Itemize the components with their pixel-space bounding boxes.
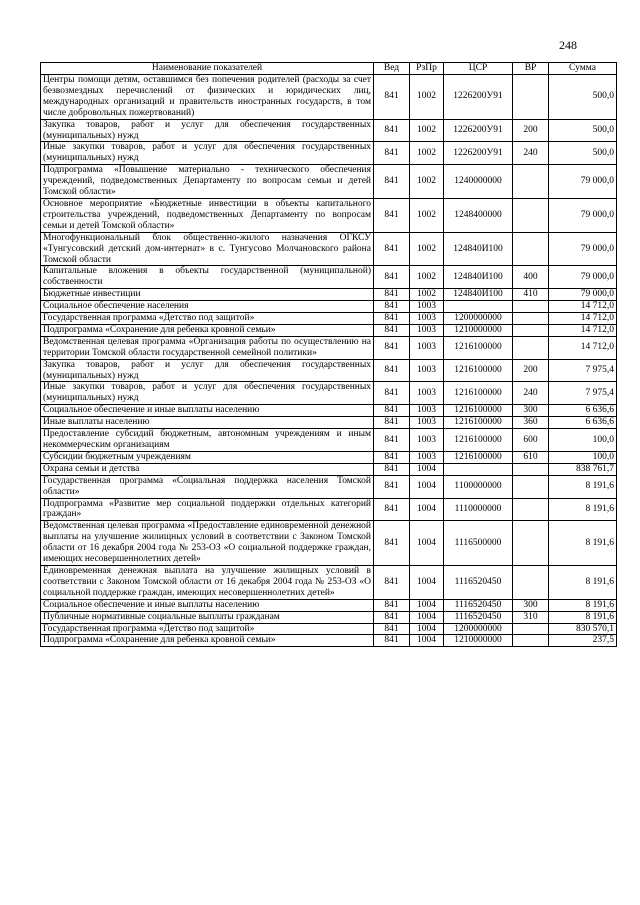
cell-name: Предоставление субсидий бюджетным, автономным учреждениям и иным некоммерческим организациям: [41, 429, 374, 452]
table-row: [41, 336, 617, 359]
cell-sum: 100,0: [549, 429, 617, 452]
header-sum: Сумма: [549, 63, 617, 75]
cell-ved: 841: [374, 623, 410, 635]
cell-name: Иные выплаты населению: [41, 417, 374, 429]
table-row: [41, 266, 617, 289]
cell-csr: 1100000000: [444, 475, 513, 498]
cell-rzpr: 1003: [410, 324, 444, 336]
cell-ved: 841: [374, 521, 410, 566]
cell-rzpr: 1002: [410, 198, 444, 232]
cell-rzpr: 1003: [410, 382, 444, 405]
cell-sum: 8 191,6: [549, 498, 617, 521]
cell-vr: [513, 75, 549, 120]
cell-vr: [513, 313, 549, 325]
cell-name: Государственная программа «Детство под защитой»: [41, 623, 374, 635]
cell-ved: 841: [374, 599, 410, 611]
cell-vr: [513, 565, 549, 599]
cell-sum: 8 191,6: [549, 611, 617, 623]
cell-sum: 500,0: [549, 142, 617, 165]
cell-ved: 841: [374, 382, 410, 405]
cell-sum: 14 712,0: [549, 313, 617, 325]
page-number: 248: [559, 38, 577, 52]
table-row: [41, 475, 617, 498]
table-row: [41, 359, 617, 382]
table-row: [41, 165, 617, 199]
header-ved: Вед: [374, 63, 410, 75]
cell-sum: 7 975,4: [549, 382, 617, 405]
cell-ved: 841: [374, 324, 410, 336]
table-header-row: [41, 63, 617, 75]
cell-vr: [513, 475, 549, 498]
cell-ved: 841: [374, 266, 410, 289]
cell-rzpr: 1002: [410, 165, 444, 199]
cell-csr: 1216100000: [444, 382, 513, 405]
cell-vr: [513, 198, 549, 232]
cell-name: Социальное обеспечение и иные выплаты населению: [41, 405, 374, 417]
cell-rzpr: 1004: [410, 521, 444, 566]
cell-ved: 841: [374, 475, 410, 498]
cell-csr: 1210000000: [444, 324, 513, 336]
cell-vr: 300: [513, 405, 549, 417]
cell-ved: 841: [374, 359, 410, 382]
cell-name: Закупка товаров, работ и услуг для обеспечения государственных (муниципальных) нужд: [41, 119, 374, 142]
cell-vr: [513, 324, 549, 336]
cell-csr: 1116520450: [444, 599, 513, 611]
cell-rzpr: 1003: [410, 336, 444, 359]
cell-name: Государственная программа «Социальная поддержка населения Томской области»: [41, 475, 374, 498]
cell-sum: 8 191,6: [549, 521, 617, 566]
cell-name: Основное мероприятие «Бюджетные инвестиции в объекты капитального строительства учреждений, подведомственных Департаменту по вопросам семьи и детей Томской области»: [41, 198, 374, 232]
cell-rzpr: 1002: [410, 289, 444, 301]
cell-name: Закупка товаров, работ и услуг для обеспечения государственных (муниципальных) нужд: [41, 359, 374, 382]
cell-name: Подпрограмма «Сохранение для ребенка кровной семьи»: [41, 635, 374, 647]
cell-ved: 841: [374, 165, 410, 199]
cell-csr: 1226200У91: [444, 75, 513, 120]
cell-sum: 8 191,6: [549, 565, 617, 599]
cell-rzpr: 1002: [410, 142, 444, 165]
cell-vr: [513, 498, 549, 521]
table-row: [41, 324, 617, 336]
table-row: [41, 142, 617, 165]
cell-csr: 1116520450: [444, 565, 513, 599]
cell-csr: 124840И100: [444, 266, 513, 289]
cell-name: Государственная программа «Детство под защитой»: [41, 313, 374, 325]
cell-name: Подпрограмма «Сохранение для ребенка кровной семьи»: [41, 324, 374, 336]
cell-csr: 1216100000: [444, 405, 513, 417]
table-row: [41, 599, 617, 611]
cell-csr: [444, 301, 513, 313]
cell-sum: 79 000,0: [549, 198, 617, 232]
cell-ved: 841: [374, 429, 410, 452]
cell-csr: 1226200У91: [444, 142, 513, 165]
cell-sum: 500,0: [549, 75, 617, 120]
cell-sum: 79 000,0: [549, 289, 617, 301]
cell-name: Капитальные вложения в объекты государственной (муниципальной) собственности: [41, 266, 374, 289]
table-row: [41, 301, 617, 313]
table-row: [41, 313, 617, 325]
cell-csr: 1200000000: [444, 313, 513, 325]
cell-ved: 841: [374, 336, 410, 359]
cell-name: Подпрограмма «Повышение материально - технического обеспечения учреждений, подведомственных Департаменту по вопросам семьи и детей Томской области»: [41, 165, 374, 199]
cell-rzpr: 1003: [410, 313, 444, 325]
table-row: [41, 119, 617, 142]
cell-sum: 6 636,6: [549, 417, 617, 429]
table-row: [41, 232, 617, 266]
header-name: Наименование показателей: [41, 63, 374, 75]
cell-rzpr: 1003: [410, 359, 444, 382]
cell-csr: 1216100000: [444, 336, 513, 359]
cell-csr: 1116520450: [444, 611, 513, 623]
cell-rzpr: 1003: [410, 301, 444, 313]
cell-csr: 1110000000: [444, 498, 513, 521]
cell-rzpr: 1004: [410, 475, 444, 498]
header-csr: ЦСР: [444, 63, 513, 75]
cell-ved: 841: [374, 463, 410, 475]
cell-sum: 838 761,7: [549, 463, 617, 475]
cell-name: Центры помощи детям, оставшимся без попечения родителей (расходы за счет безвозмездных перечислений от физических и юридических лиц, международных организаций и правительств иностранных государств, в том числе добровольных пожертвований): [41, 75, 374, 120]
cell-vr: 300: [513, 599, 549, 611]
cell-ved: 841: [374, 313, 410, 325]
table-row: [41, 289, 617, 301]
cell-sum: 8 191,6: [549, 599, 617, 611]
table-row: [41, 451, 617, 463]
cell-ved: 841: [374, 611, 410, 623]
table-row: [41, 417, 617, 429]
cell-sum: 6 636,6: [549, 405, 617, 417]
cell-sum: 14 712,0: [549, 301, 617, 313]
cell-vr: [513, 623, 549, 635]
cell-csr: [444, 463, 513, 475]
cell-sum: 237,5: [549, 635, 617, 647]
cell-rzpr: 1004: [410, 565, 444, 599]
cell-rzpr: 1002: [410, 75, 444, 120]
table-row: [41, 498, 617, 521]
cell-name: Ведомственная целевая программа «Предоставление единовременной денежной выплаты на улучшение жилищных условий в соответствии с Законом Томской области от 16 декабря 2004 года № 253-ОЗ «О социальной поддержке граждан, имеющих несовершеннолетних детей»: [41, 521, 374, 566]
cell-csr: 1210000000: [444, 635, 513, 647]
cell-ved: 841: [374, 119, 410, 142]
cell-csr: 1216100000: [444, 417, 513, 429]
cell-vr: 310: [513, 611, 549, 623]
header-rzpr: РзПр: [410, 63, 444, 75]
cell-name: Охрана семьи и детства: [41, 463, 374, 475]
cell-rzpr: 1004: [410, 635, 444, 647]
cell-vr: 240: [513, 142, 549, 165]
cell-sum: 79 000,0: [549, 266, 617, 289]
cell-name: Ведомственная целевая программа «Организация работы по осуществлению на территории Томской области государственной семейной политики»: [41, 336, 374, 359]
cell-ved: 841: [374, 198, 410, 232]
cell-vr: [513, 463, 549, 475]
table-row: [41, 198, 617, 232]
cell-csr: 124840И100: [444, 232, 513, 266]
cell-sum: 14 712,0: [549, 324, 617, 336]
cell-vr: [513, 336, 549, 359]
table-row: [41, 463, 617, 475]
cell-vr: [513, 301, 549, 313]
cell-rzpr: 1004: [410, 623, 444, 635]
cell-name: Социальное обеспечение населения: [41, 301, 374, 313]
cell-sum: 79 000,0: [549, 165, 617, 199]
cell-rzpr: 1002: [410, 119, 444, 142]
cell-sum: 830 570,1: [549, 623, 617, 635]
cell-csr: 1216100000: [444, 429, 513, 452]
cell-vr: 200: [513, 359, 549, 382]
cell-ved: 841: [374, 301, 410, 313]
cell-name: Бюджетные инвестиции: [41, 289, 374, 301]
cell-csr: 1216100000: [444, 451, 513, 463]
cell-rzpr: 1003: [410, 405, 444, 417]
cell-sum: 79 000,0: [549, 232, 617, 266]
table-row: [41, 635, 617, 647]
cell-vr: 240: [513, 382, 549, 405]
cell-rzpr: 1004: [410, 498, 444, 521]
cell-rzpr: 1002: [410, 232, 444, 266]
cell-rzpr: 1003: [410, 429, 444, 452]
cell-rzpr: 1003: [410, 417, 444, 429]
cell-ved: 841: [374, 289, 410, 301]
table-body: [41, 75, 617, 647]
header-vr: ВР: [513, 63, 549, 75]
cell-name: Иные закупки товаров, работ и услуг для обеспечения государственных (муниципальных) нужд: [41, 382, 374, 405]
cell-csr: 1216100000: [444, 359, 513, 382]
table-row: [41, 405, 617, 417]
cell-rzpr: 1002: [410, 266, 444, 289]
cell-vr: 200: [513, 119, 549, 142]
cell-vr: [513, 232, 549, 266]
cell-sum: 500,0: [549, 119, 617, 142]
table-row: [41, 75, 617, 120]
cell-sum: 14 712,0: [549, 336, 617, 359]
cell-vr: [513, 165, 549, 199]
cell-ved: 841: [374, 75, 410, 120]
cell-csr: 1248400000: [444, 198, 513, 232]
cell-name: Социальное обеспечение и иные выплаты населению: [41, 599, 374, 611]
cell-name: Публичные нормативные социальные выплаты гражданам: [41, 611, 374, 623]
cell-csr: 1226200У91: [444, 119, 513, 142]
cell-name: Субсидии бюджетным учреждениям: [41, 451, 374, 463]
cell-csr: 1240000000: [444, 165, 513, 199]
table-row: [41, 382, 617, 405]
cell-vr: [513, 521, 549, 566]
cell-csr: 124840И100: [444, 289, 513, 301]
cell-vr: 360: [513, 417, 549, 429]
cell-name: Многофункциональный блок общественно-жилого назначения ОГКСУ «Тунгусовский детский дом-интернат» в с. Тунгусово Молчановского района Томской области: [41, 232, 374, 266]
table-row: [41, 611, 617, 623]
cell-ved: 841: [374, 232, 410, 266]
cell-csr: 1116500000: [444, 521, 513, 566]
cell-vr: 400: [513, 266, 549, 289]
cell-name: Подпрограмма «Развитие мер социальной поддержки отдельных категорий граждан»: [41, 498, 374, 521]
cell-ved: 841: [374, 142, 410, 165]
cell-ved: 841: [374, 451, 410, 463]
table-row: [41, 521, 617, 566]
table-row: [41, 565, 617, 599]
cell-rzpr: 1004: [410, 463, 444, 475]
cell-rzpr: 1004: [410, 611, 444, 623]
cell-sum: 7 975,4: [549, 359, 617, 382]
cell-vr: 610: [513, 451, 549, 463]
cell-sum: 8 191,6: [549, 475, 617, 498]
cell-ved: 841: [374, 417, 410, 429]
cell-vr: 600: [513, 429, 549, 452]
cell-vr: [513, 635, 549, 647]
cell-ved: 841: [374, 565, 410, 599]
cell-vr: 410: [513, 289, 549, 301]
cell-csr: 1200000000: [444, 623, 513, 635]
cell-rzpr: 1003: [410, 451, 444, 463]
cell-name: Единовременная денежная выплата на улучшение жилищных условий в соответствии с Законом Томской области от 16 декабря 2004 года № 253-ОЗ «О социальной поддержке граждан, имеющих несовершеннолетних детей»: [41, 565, 374, 599]
cell-ved: 841: [374, 635, 410, 647]
cell-ved: 841: [374, 405, 410, 417]
cell-ved: 841: [374, 498, 410, 521]
cell-sum: 100,0: [549, 451, 617, 463]
cell-name: Иные закупки товаров, работ и услуг для обеспечения государственных (муниципальных) нужд: [41, 142, 374, 165]
cell-rzpr: 1004: [410, 599, 444, 611]
budget-table: [40, 62, 617, 647]
table-row: [41, 429, 617, 452]
table-row: [41, 623, 617, 635]
